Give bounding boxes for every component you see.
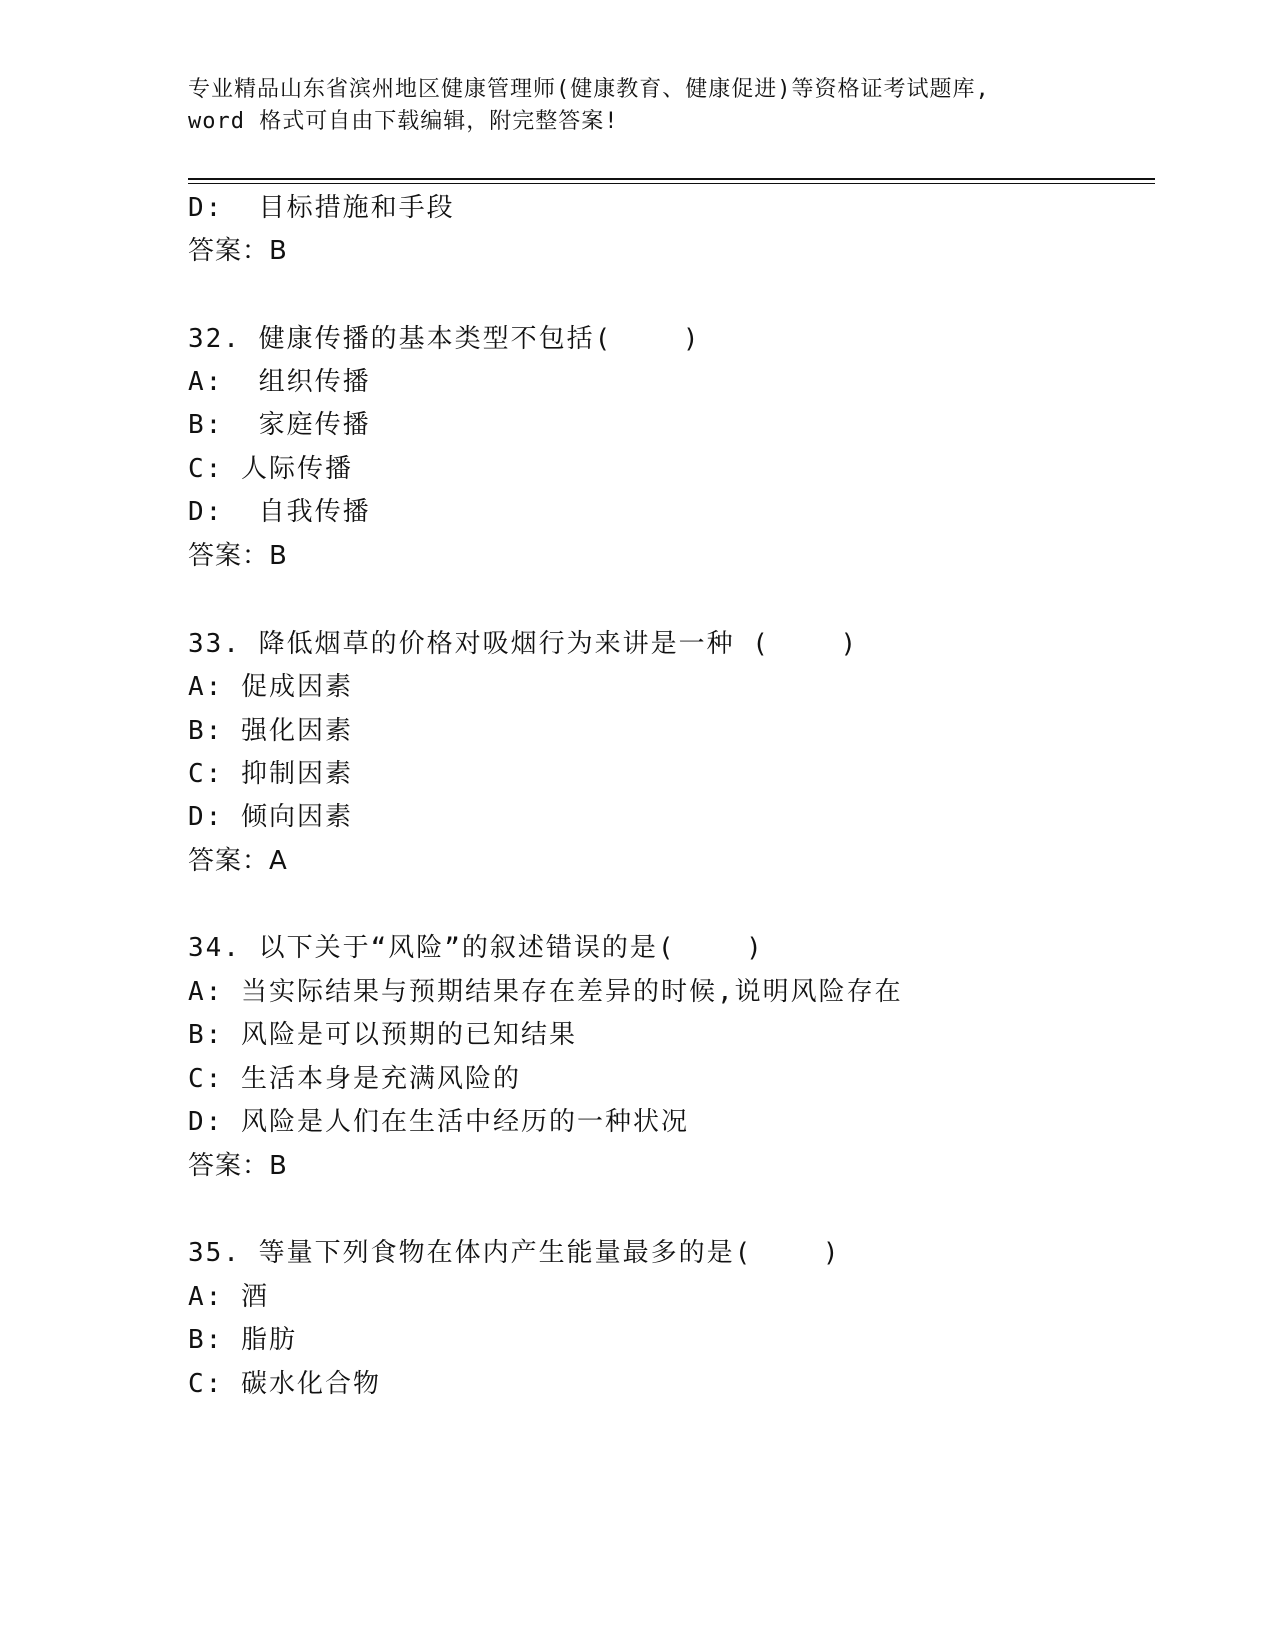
q32-option-c: C: 人际传播 — [188, 454, 353, 484]
q32-option-d: D: 自我传播 — [188, 497, 371, 527]
q34-stem: 34. 以下关于“风险”的叙述错误的是( ) — [188, 933, 764, 963]
q35-option-c: C: 碳水化合物 — [188, 1369, 381, 1399]
q34-option-b: B: 风险是可以预期的已知结果 — [188, 1020, 577, 1050]
q33-stem: 33. 降低烟草的价格对吸烟行为来讲是一种 ( ) — [188, 629, 859, 659]
q33-option-a: A: 促成因素 — [188, 672, 353, 702]
q34-option-d: D: 风险是人们在生活中经历的一种状况 — [188, 1107, 689, 1137]
document-header — [188, 74, 1088, 138]
q33-option-c: C: 抑制因素 — [188, 759, 353, 789]
q35-stem: 35. 等量下列食物在体内产生能量最多的是( ) — [188, 1238, 841, 1268]
q32-stem: 32. 健康传播的基本类型不包括( ) — [188, 324, 701, 354]
header-line-1: 专业精品山东省滨州地区健康管理师(健康教育、健康促进)等资格证考试题库, — [188, 77, 990, 102]
q35-option-b: B: 脂肪 — [188, 1325, 297, 1355]
q34-answer: 答案：B — [188, 1151, 288, 1181]
q31-answer: 答案：B — [188, 236, 288, 266]
q33-answer: 答案：A — [188, 846, 288, 876]
header-line-2: word 格式可自由下载编辑，附完整答案! — [188, 109, 619, 134]
q32-answer: 答案：B — [188, 541, 288, 571]
q33-option-b: B: 强化因素 — [188, 716, 353, 746]
q34-option-c: C: 生活本身是充满风险的 — [188, 1064, 521, 1094]
header-divider-thin — [188, 183, 1155, 184]
header-divider-thick — [188, 178, 1155, 180]
q32-option-b: B: 家庭传播 — [188, 410, 371, 440]
q34-option-a: A: 当实际结果与预期结果存在差异的时候,说明风险存在 — [188, 977, 903, 1007]
q33-option-d: D: 倾向因素 — [188, 802, 353, 832]
q32-option-a: A: 组织传播 — [188, 367, 371, 397]
q35-option-a: A: 酒 — [188, 1282, 269, 1312]
q31-option-d: D: 目标措施和手段 — [188, 193, 455, 223]
